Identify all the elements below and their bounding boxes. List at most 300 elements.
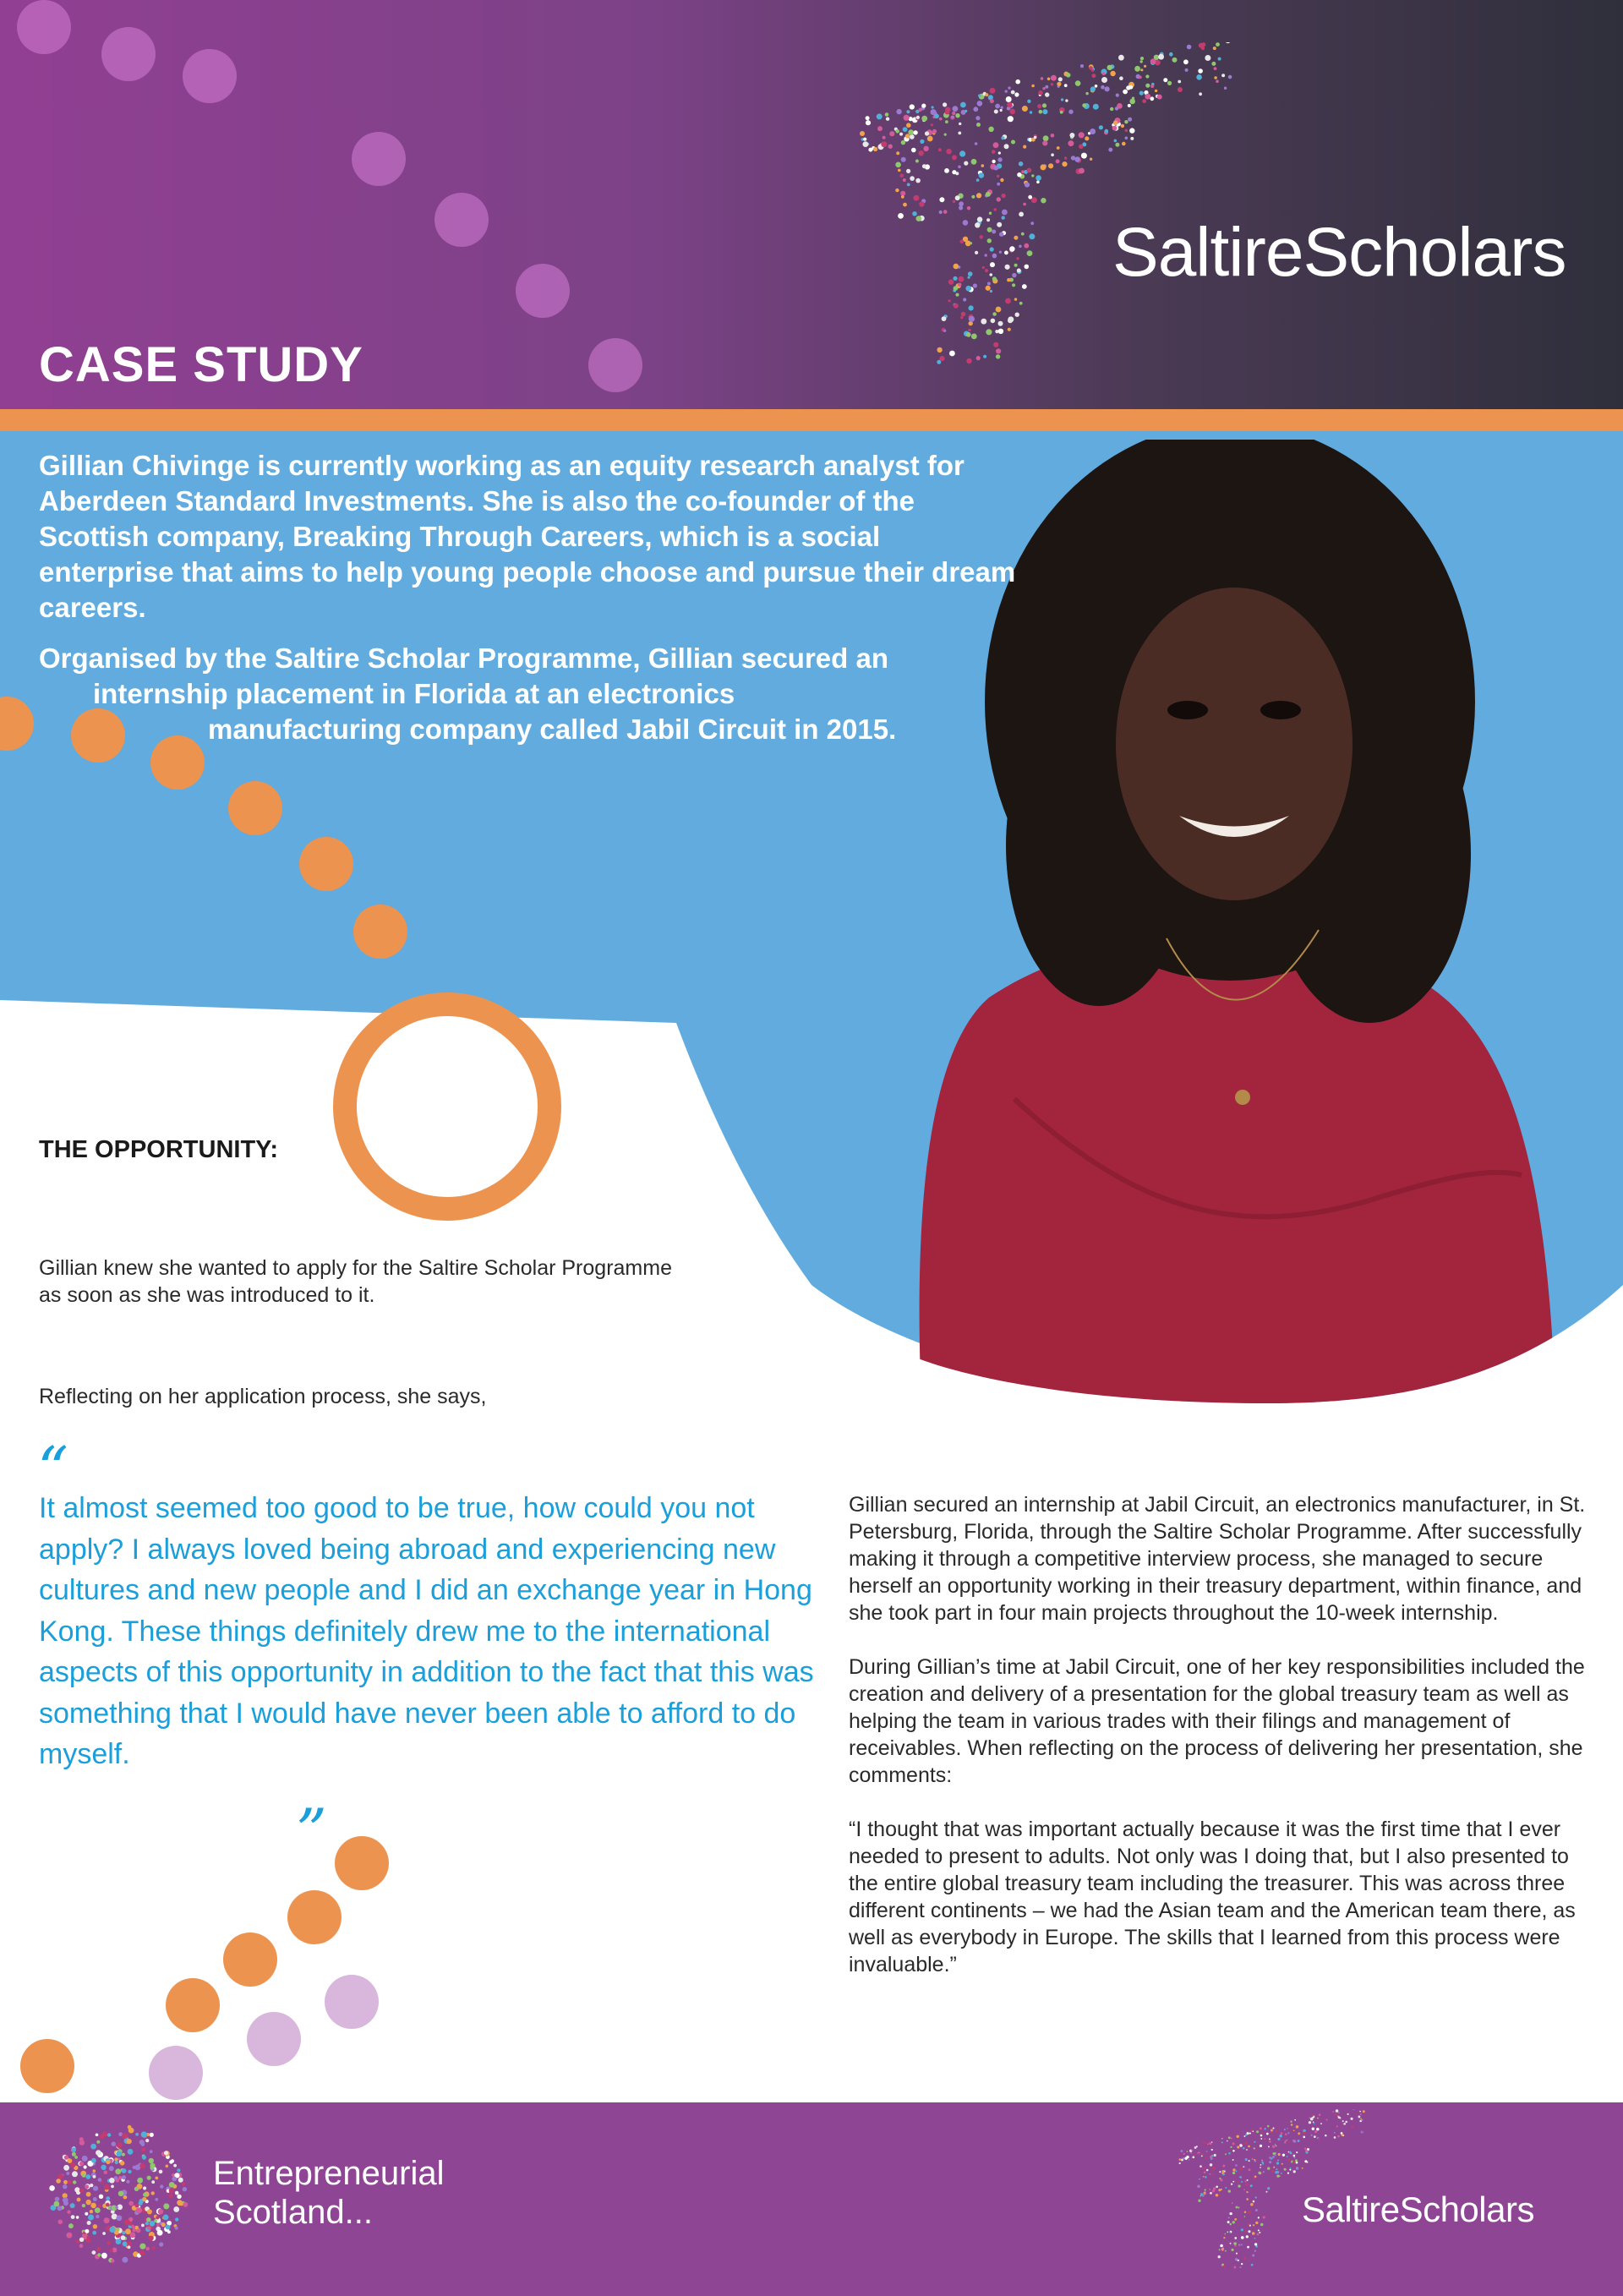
logo-dot	[1304, 2148, 1306, 2150]
logo-dot	[1189, 2159, 1190, 2161]
logo-dot	[1265, 2138, 1266, 2140]
logo-dot	[1236, 2206, 1238, 2209]
logo-dot	[1244, 2211, 1247, 2214]
logo-dot	[1255, 2222, 1258, 2224]
logo-dot	[146, 2217, 150, 2222]
logo-dot	[1184, 2157, 1187, 2160]
logo-dot	[128, 2170, 131, 2173]
logo-dot	[1338, 2112, 1340, 2113]
logo-dot	[1296, 2168, 1298, 2169]
logo-dot	[151, 2191, 155, 2195]
logo-dot	[1289, 2169, 1291, 2171]
logo-dot	[139, 2140, 145, 2145]
logo-dot	[98, 2204, 101, 2207]
logo-dot	[1309, 2121, 1311, 2124]
logo-dot	[133, 2166, 136, 2169]
logo-dot	[111, 2259, 114, 2262]
open-quote-mark: “	[37, 1434, 68, 1505]
logo-dot	[1240, 2266, 1242, 2268]
logo-dot	[1309, 2117, 1310, 2118]
logo-dot	[1338, 2116, 1341, 2118]
logo-dot	[1284, 2168, 1287, 2171]
logo-dot	[1228, 2189, 1231, 2192]
logo-dot	[158, 2209, 164, 2215]
logo-dot	[177, 2200, 183, 2206]
logo-dot	[70, 2162, 75, 2168]
logo-dot	[1179, 2162, 1181, 2164]
logo-dot	[177, 2168, 180, 2172]
logo-dot	[118, 2191, 124, 2197]
logo-dot	[1225, 2153, 1227, 2155]
logo-dot	[1351, 2126, 1353, 2129]
logo-dot	[1225, 2250, 1227, 2252]
logo-dot	[1236, 2170, 1238, 2172]
logo-dot	[1219, 2171, 1221, 2173]
logo-dot	[1218, 2255, 1221, 2258]
logo-dot	[1201, 2153, 1204, 2156]
logo-dot	[1229, 2232, 1231, 2233]
logo-dot	[1206, 2147, 1208, 2149]
decorative-dot	[166, 1978, 220, 2032]
logo-dot	[1241, 2181, 1243, 2183]
logo-dot	[1237, 2135, 1239, 2138]
logo-dot	[1241, 2228, 1243, 2231]
logo-dot	[1246, 2149, 1248, 2151]
logo-dot	[1260, 2167, 1261, 2168]
logo-dot	[135, 2204, 139, 2208]
logo-dot	[1293, 2129, 1295, 2131]
logo-dot	[1205, 2192, 1206, 2194]
logo-dot	[1334, 2136, 1336, 2139]
logo-dot	[1227, 2232, 1229, 2233]
logo-dot	[171, 2159, 174, 2162]
logo-dot	[1222, 2173, 1225, 2176]
logo-dot	[1222, 2164, 1225, 2167]
partner-line: Scotland...	[213, 2194, 374, 2231]
logo-dot	[110, 2249, 113, 2252]
logo-dot	[90, 2184, 93, 2187]
logo-dot	[1272, 2156, 1275, 2158]
logo-dot	[169, 2188, 174, 2193]
logo-dot	[121, 2235, 126, 2240]
logo-dot	[1259, 2232, 1260, 2233]
logo-dot	[1210, 2163, 1213, 2167]
logo-dot	[74, 2156, 78, 2159]
logo-dot	[1293, 2157, 1295, 2158]
logo-dot	[1279, 2135, 1282, 2138]
logo-dot	[1251, 2264, 1254, 2266]
logo-dot	[1290, 2121, 1292, 2123]
logo-dot	[161, 2222, 166, 2227]
logo-dot	[183, 2202, 188, 2207]
logo-dot	[1230, 2223, 1232, 2226]
logo-dot	[1252, 2232, 1255, 2235]
logo-dot	[150, 2166, 154, 2169]
logo-dot	[182, 2183, 185, 2186]
logo-dot	[135, 2133, 139, 2136]
logo-dot	[1262, 2163, 1264, 2165]
logo-dot	[1294, 2119, 1296, 2121]
logo-dot	[1220, 2244, 1223, 2248]
logo-dot	[1255, 2209, 1258, 2211]
logo-dot	[128, 2201, 134, 2206]
logo-dot	[1243, 2147, 1245, 2150]
logo-dot	[1239, 2176, 1241, 2178]
logo-dot	[122, 2153, 125, 2157]
logo-dot	[93, 2169, 96, 2173]
logo-dot	[1260, 2164, 1262, 2166]
logo-dot	[1342, 2120, 1344, 2122]
logo-dot	[1192, 2156, 1194, 2158]
logo-dot	[1183, 2157, 1185, 2160]
logo-dot	[91, 2158, 96, 2163]
logo-dot	[1198, 2200, 1200, 2202]
logo-dot	[107, 2241, 112, 2245]
logo-dot	[1345, 2121, 1347, 2124]
logo-dot	[1278, 2153, 1281, 2156]
logo-dot	[143, 2193, 147, 2197]
logo-dot	[1219, 2178, 1221, 2179]
logo-dot	[68, 2158, 73, 2163]
logo-dot	[92, 2250, 96, 2255]
logo-dot	[134, 2187, 139, 2191]
logo-dot	[1269, 2161, 1271, 2163]
logo-dot	[90, 2203, 96, 2209]
logo-dot	[1222, 2266, 1225, 2268]
logo-dot	[1277, 2160, 1279, 2162]
logo-dot	[1200, 2193, 1203, 2195]
logo-dot	[1238, 2181, 1239, 2183]
logo-dot	[1317, 2118, 1319, 2119]
logo-dot	[1243, 2189, 1245, 2190]
logo-dot	[1261, 2132, 1263, 2134]
logo-dot	[1224, 2171, 1226, 2173]
logo-dot	[1251, 2158, 1253, 2160]
logo-dot	[63, 2180, 68, 2184]
logo-dot	[168, 2194, 172, 2198]
logo-dot	[1245, 2180, 1247, 2182]
logo-dot	[1252, 2130, 1254, 2132]
logo-dot	[79, 2140, 85, 2145]
logo-dot	[1293, 2140, 1296, 2143]
logo-dot	[1191, 2150, 1193, 2151]
logo-dot	[1344, 2123, 1347, 2125]
logo-dot	[128, 2128, 134, 2134]
logo-dot	[49, 2185, 55, 2191]
logo-dot	[1256, 2130, 1259, 2133]
logo-dot	[1276, 2146, 1277, 2147]
intro-line: manufacturing company called Jabil Circuit in 2015.	[208, 713, 897, 745]
logo-dot	[1242, 2143, 1243, 2145]
intro-line: internship placement in Florida at an electronics	[93, 678, 735, 709]
opportunity-text: Gillian knew she wanted to apply for the Saltire Scholar Programme as soon as she was introduced to it.	[39, 1256, 672, 1307]
logo-dot	[1312, 2128, 1314, 2130]
logo-dot	[1267, 2187, 1270, 2189]
logo-dot	[1199, 2178, 1200, 2180]
logo-dot	[1298, 2132, 1300, 2135]
logo-dot	[130, 2232, 136, 2238]
logo-dot	[1250, 2184, 1253, 2187]
logo-dot	[1361, 2119, 1363, 2121]
logo-dot	[1255, 2196, 1257, 2198]
logo-dot	[87, 2221, 91, 2225]
logo-dot	[93, 2186, 98, 2191]
logo-dot	[1245, 2142, 1248, 2145]
logo-dot	[1230, 2212, 1232, 2215]
logo-dot	[1228, 2217, 1230, 2218]
logo-dot	[1244, 2216, 1246, 2217]
logo-dot	[156, 2223, 160, 2227]
decorative-dot	[150, 735, 205, 790]
logo-dot	[1241, 2236, 1244, 2239]
logo-dot	[1314, 2135, 1316, 2138]
logo-dot	[1267, 2125, 1270, 2128]
logo-dot	[1253, 2200, 1254, 2202]
logo-dot	[1232, 2181, 1234, 2183]
logo-dot	[1254, 2175, 1257, 2178]
logo-dot	[82, 2156, 88, 2162]
logo-dot	[1228, 2152, 1231, 2155]
logo-dot	[1263, 2216, 1265, 2218]
logo-dot	[122, 2231, 125, 2234]
decorative-dot	[247, 2012, 301, 2066]
logo-dot	[1276, 2162, 1279, 2164]
logo-dot	[125, 2228, 131, 2234]
logo-dot	[1303, 2136, 1305, 2139]
logo-dot	[1194, 2154, 1195, 2156]
logo-dot	[175, 2217, 178, 2221]
logo-dot	[112, 2141, 117, 2146]
logo-dot	[1284, 2129, 1286, 2130]
logo-dot	[1228, 2136, 1231, 2139]
logo-dot	[1275, 2144, 1276, 2146]
logo-dot	[128, 2149, 134, 2155]
logo-dot	[1289, 2151, 1292, 2154]
logo-dot	[118, 2176, 122, 2179]
logo-dot	[1221, 2141, 1223, 2143]
logo-dot	[58, 2220, 63, 2225]
logo-dot	[1276, 2168, 1277, 2170]
logo-dot	[122, 2168, 127, 2173]
logo-dot	[1269, 2140, 1271, 2143]
logo-dot	[1287, 2158, 1290, 2161]
logo-dot	[139, 2163, 145, 2169]
logo-dot	[72, 2152, 76, 2157]
logo-dot	[1246, 2235, 1249, 2238]
logo-dot	[134, 2226, 139, 2230]
logo-dot	[1207, 2143, 1209, 2145]
logo-dot	[137, 2178, 143, 2184]
logo-dot	[1342, 2135, 1344, 2136]
logo-dot	[1284, 2142, 1286, 2144]
logo-dot	[1359, 2111, 1361, 2113]
logo-dot	[68, 2223, 74, 2228]
logo-dot	[1234, 2237, 1237, 2239]
logo-dot	[1209, 2189, 1210, 2190]
logo-dot	[1266, 2133, 1269, 2135]
logo-dot	[1235, 2164, 1238, 2167]
story-paragraph-2: During Gillian’s time at Jabil Circuit, one of her key responsibilities included the creation and delivery of a presentation for the global treasury team as well as helping the team in various trades with their filings and management of receivables. When reflecting on the process of delivering her presentation, she comments:	[849, 1655, 1585, 1787]
reflect-text: Reflecting on her application process, she says,	[39, 1385, 487, 1408]
logo-dot	[1216, 2194, 1219, 2197]
logo-dot	[1221, 2138, 1223, 2140]
logo-dot	[1285, 2133, 1287, 2135]
logo-dot	[1260, 2145, 1262, 2147]
logo-dot	[1296, 2125, 1299, 2129]
logo-dot	[88, 2215, 94, 2221]
logo-dot	[1305, 2150, 1308, 2152]
logo-dot	[86, 2200, 91, 2205]
decorative-dot	[149, 2046, 203, 2100]
logo-dot	[1258, 2172, 1261, 2175]
logo-dot	[73, 2180, 76, 2184]
logo-dot	[109, 2227, 115, 2233]
logo-dot	[116, 2239, 122, 2244]
logo-dot	[1254, 2178, 1256, 2180]
logo-dot	[1250, 2203, 1254, 2206]
logo-dot	[1292, 2170, 1294, 2172]
orange-ring	[333, 992, 561, 1221]
logo-dot	[1269, 2157, 1271, 2159]
logo-dot	[143, 2186, 146, 2189]
logo-dot	[155, 2198, 158, 2201]
decorative-dot	[287, 1890, 342, 1944]
logo-dot	[1227, 2140, 1228, 2142]
logo-dot	[141, 2147, 145, 2151]
decorative-dot	[353, 905, 407, 959]
logo-dot	[169, 2182, 175, 2188]
logo-dot	[96, 2247, 101, 2251]
logo-dot	[1232, 2202, 1233, 2204]
logo-dot	[82, 2204, 85, 2207]
logo-dot	[1295, 2159, 1298, 2162]
logo-dot	[173, 2206, 179, 2212]
decorative-dot	[20, 2039, 74, 2093]
logo-dot	[64, 2156, 68, 2160]
logo-dot	[1238, 2206, 1239, 2208]
logo-dot	[127, 2139, 132, 2144]
logo-dot	[1203, 2167, 1205, 2169]
logo-dot	[67, 2210, 70, 2213]
section-heading: THE OPPORTUNITY:	[39, 1136, 279, 1163]
logo-dot	[1304, 2132, 1306, 2134]
logo-dot	[1347, 2113, 1349, 2115]
logo-dot	[1225, 2187, 1227, 2189]
logo-dot	[79, 2162, 84, 2166]
logo-dot	[1245, 2158, 1248, 2161]
logo-dot	[85, 2184, 89, 2189]
logo-dot	[1332, 2111, 1334, 2113]
logo-dot	[1287, 2173, 1289, 2174]
logo-dot	[117, 2215, 123, 2221]
logo-dot	[1238, 2260, 1239, 2261]
logo-dot	[1179, 2158, 1182, 2161]
logo-dot	[167, 2230, 171, 2233]
logo-dot	[102, 2232, 106, 2235]
logo-dot	[1212, 2189, 1215, 2192]
logo-dot	[101, 2253, 107, 2259]
logo-dot	[106, 2196, 110, 2200]
logo-dot	[151, 2180, 155, 2184]
logo-dot	[90, 2210, 93, 2213]
logo-dot	[145, 2139, 149, 2142]
logo-dot	[1245, 2134, 1248, 2136]
logo-dot	[159, 2242, 163, 2246]
logo-dot	[1232, 2221, 1235, 2223]
logo-dot	[57, 2206, 63, 2211]
logo-dot	[1190, 2152, 1192, 2154]
story-paragraph-1: Gillian secured an internship at Jabil Circuit, an electronics manufacturer, in St. Petersburg, Florida, through the Saltire Scholar Programme. After successfully making it through a competitive interview process, she managed to secure herself an opportunity working in their treasury department, within finance, and she took part in four main projects throughout the 10-week internship.	[849, 1493, 1586, 1625]
logo-dot	[1260, 2223, 1264, 2227]
logo-dot	[175, 2227, 178, 2230]
logo-dot	[1318, 2138, 1320, 2140]
logo-dot	[1258, 2217, 1260, 2218]
logo-dot	[1337, 2135, 1340, 2138]
logo-dot	[1326, 2118, 1328, 2120]
brand-part-1: Saltire	[1302, 2189, 1400, 2229]
logo-dot	[1288, 2151, 1290, 2153]
logo-dot	[1246, 2191, 1248, 2193]
logo-dot	[141, 2224, 145, 2228]
logo-dot	[1248, 2211, 1250, 2213]
logo-dot	[1209, 2142, 1211, 2145]
decorative-dot	[228, 781, 282, 835]
pull-quote: It almost seemed too good to be true, how could you not apply? I always loved being abroad and experiencing new cultures and new people and I did an exchange year in Hong Kong. These things definitely drew me to the international aspects of this opportunity in addition to the fact that this was something that I would have never been able to afford to do myself.	[39, 1492, 814, 1770]
logo-dot	[139, 2250, 145, 2255]
logo-dot	[150, 2221, 156, 2227]
logo-dot	[1243, 2257, 1246, 2260]
logo-dot	[1272, 2127, 1274, 2129]
logo-dot	[1260, 2138, 1262, 2140]
logo-dot	[66, 2233, 72, 2239]
logo-dot	[55, 2197, 60, 2202]
logo-dot	[163, 2203, 169, 2209]
logo-dot	[79, 2244, 84, 2248]
logo-dot	[124, 2219, 130, 2225]
logo-dot	[106, 2203, 110, 2207]
logo-dot	[1290, 2168, 1292, 2169]
logo-dot	[82, 2173, 86, 2178]
logo-dot	[84, 2165, 87, 2168]
story-paragraph-3: “I thought that was important actually because it was the first time that I ever needed to present to adults. Not only was I doing that, but I also presented to the entire global treasury team including the treasurer. This was across three different continents – we had the Asian team and the American team there, as well as everybody in Europe. The skills that I learned from this process were invaluable.”	[849, 1818, 1576, 1976]
logo-dot	[77, 2198, 81, 2202]
logo-dot	[98, 2178, 102, 2182]
logo-dot	[1255, 2150, 1257, 2151]
logo-dot	[1271, 2170, 1274, 2173]
logo-dot	[1234, 2245, 1236, 2247]
logo-dot	[1180, 2150, 1183, 2152]
page-title: CASE STUDY	[39, 337, 363, 392]
logo-dot	[92, 2231, 96, 2235]
logo-dot	[1232, 2159, 1234, 2161]
logo-dot	[1314, 2130, 1317, 2133]
logo-dot	[173, 2164, 177, 2168]
logo-dot	[1238, 2244, 1240, 2245]
logo-dot	[1205, 2176, 1207, 2178]
logo-dot	[1223, 2237, 1225, 2239]
logo-dot	[106, 2160, 110, 2164]
logo-dot	[1231, 2183, 1232, 2184]
partner-line: Entrepreneurial	[213, 2155, 445, 2192]
logo-dot	[1275, 2152, 1276, 2154]
logo-dot	[1210, 2180, 1212, 2182]
logo-dot	[1211, 2149, 1213, 2151]
decorative-dot	[223, 1932, 277, 1987]
logo-dot	[1319, 2113, 1321, 2116]
logo-dot	[96, 2150, 101, 2156]
logo-dot	[1218, 2195, 1220, 2196]
logo-dot	[139, 2244, 145, 2250]
